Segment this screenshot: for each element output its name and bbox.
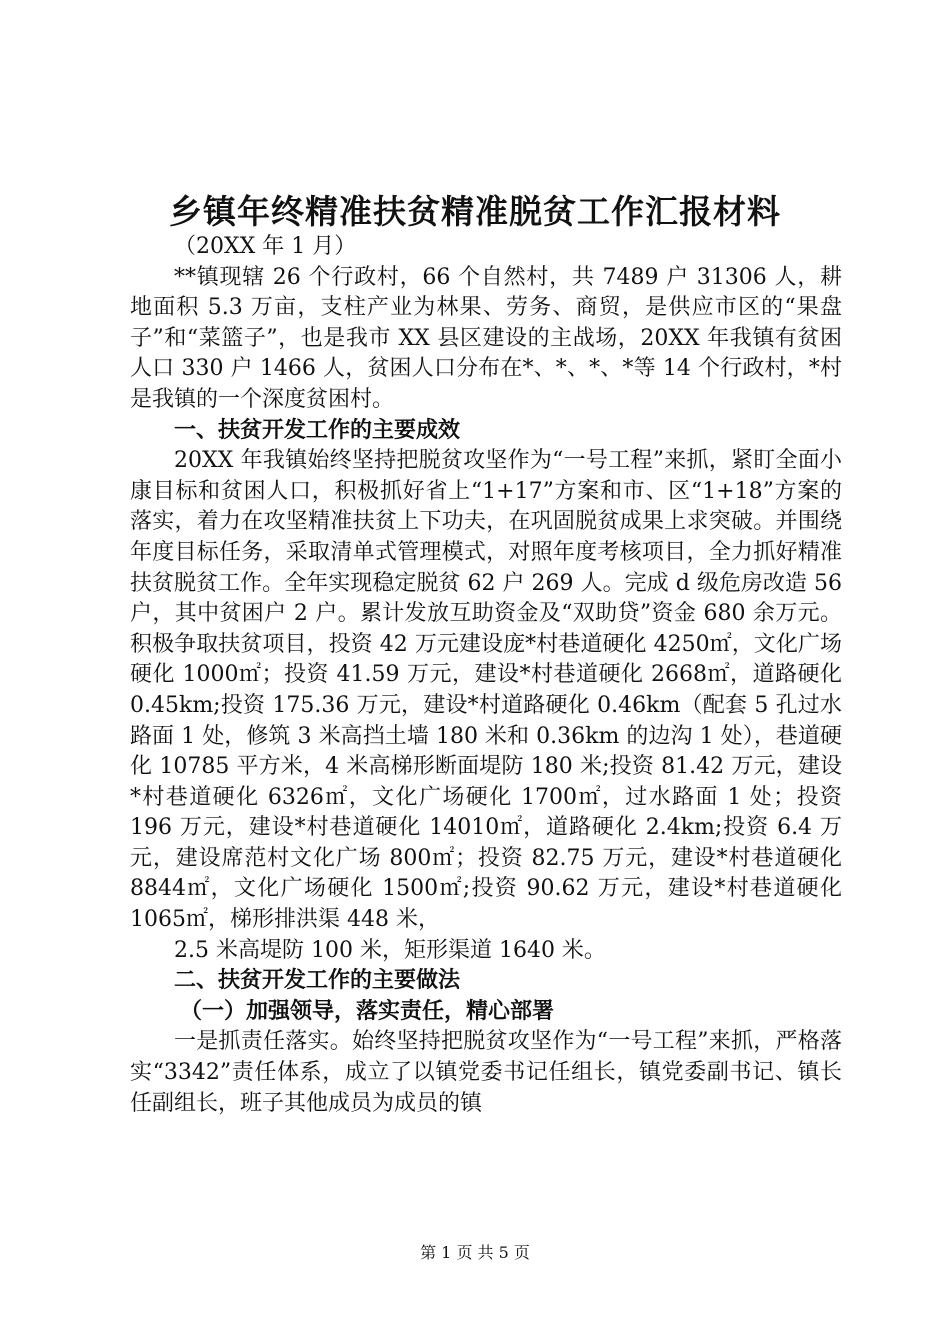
paragraph-responsibility: 一是抓责任落实。始终坚持把脱贫攻坚作为“一号工程”来抓，严格落实“3342”责任体系，成立了以镇党委书记任组长，镇党委副书记、镇长任副组长，班子其他成员为成员的镇: [130, 1029, 842, 1116]
section-heading-1: 一、扶贫开发工作的主要成效: [174, 417, 461, 443]
paragraph-achievements: 20XX 年我镇始终坚持把脱贫攻坚作为“一号工程”来抓，紧盯全面小康目标和贫困人口，积极抓好省上“1+17”方案和市、区“1+18”方案的落实，着力在攻坚精准扶贫上下功夫，在巩固脱贫成果上求突破。并围绕年度目标任务，采取清单式管理模式，对照年度考核项目，全力抓好精准扶贫脱贫工作。全年实现稳定脱贫 62 户 269 人。完成 d 级危房改造 56 户，其中贫困户 2 户。累计发放互助资金及“双助贷”资金 680 余万元。积极争取扶贫项目，投资 42 万元建设庞*村巷道硬化 4250㎡，文化广场硬化 1000㎡；投资 41.59 万元，建设*村巷道硬化 2668㎡，道路硬化 0.45km;投资 175.36 万元，建设*村道路硬化 0.46km（配套 5 孔过水路面 1 处，修筑 3 米高挡土墙 180 米和 0.36km 的边沟 1 处），巷道硬化 10785 平方米，4 米高梯形断面堤防 180 米;投资 81.42 万元，建设*村巷道硬化 6326㎡，文化广场硬化 1700㎡，过水路面 1 处；投资 196 万元，建设*村巷道硬化 14010㎡，道路硬化 2.4km;投资 6.4 万元，建设席范村文化广场 800㎡；投资 82.75 万元，建设*村巷道硬化 8844㎡，文化广场硬化 1500㎡;投资 90.62 万元，建设*村巷道硬化 1065㎡，梯形排洪渠 448 米，: [130, 448, 842, 933]
document-date: （20XX 年 1 月）: [174, 234, 357, 259]
document-title: 乡镇年终精准扶贫精准脱贫工作汇报材料: [169, 192, 781, 231]
page-footer: 第 1 页 共 5 页: [420, 1243, 530, 1262]
paragraph-intro: **镇现辖 26 个行政村，66 个自然村，共 7489 户 31306 人，耕地面积 5.3 万亩，支柱产业为林果、劳务、商贸，是供应市区的“果盘子”和“菜篮子”，也是我市 XX 县区建设的主战场，20XX 年我镇有贫困人口 330 户 1466 人，贫困人口分布在*、*、*、*等 14 个行政村，*村是我镇的一个深度贫困村。: [130, 264, 842, 412]
section-heading-2: 二、扶贫开发工作的主要做法: [174, 968, 461, 994]
document-body: [130, 232, 842, 1119]
subsection-heading-1: （一）加强领导，落实责任，精心部署: [180, 998, 555, 1024]
paragraph-continuation: 2.5 米高堤防 100 米，矩形渠道 1640 米。: [174, 937, 606, 963]
